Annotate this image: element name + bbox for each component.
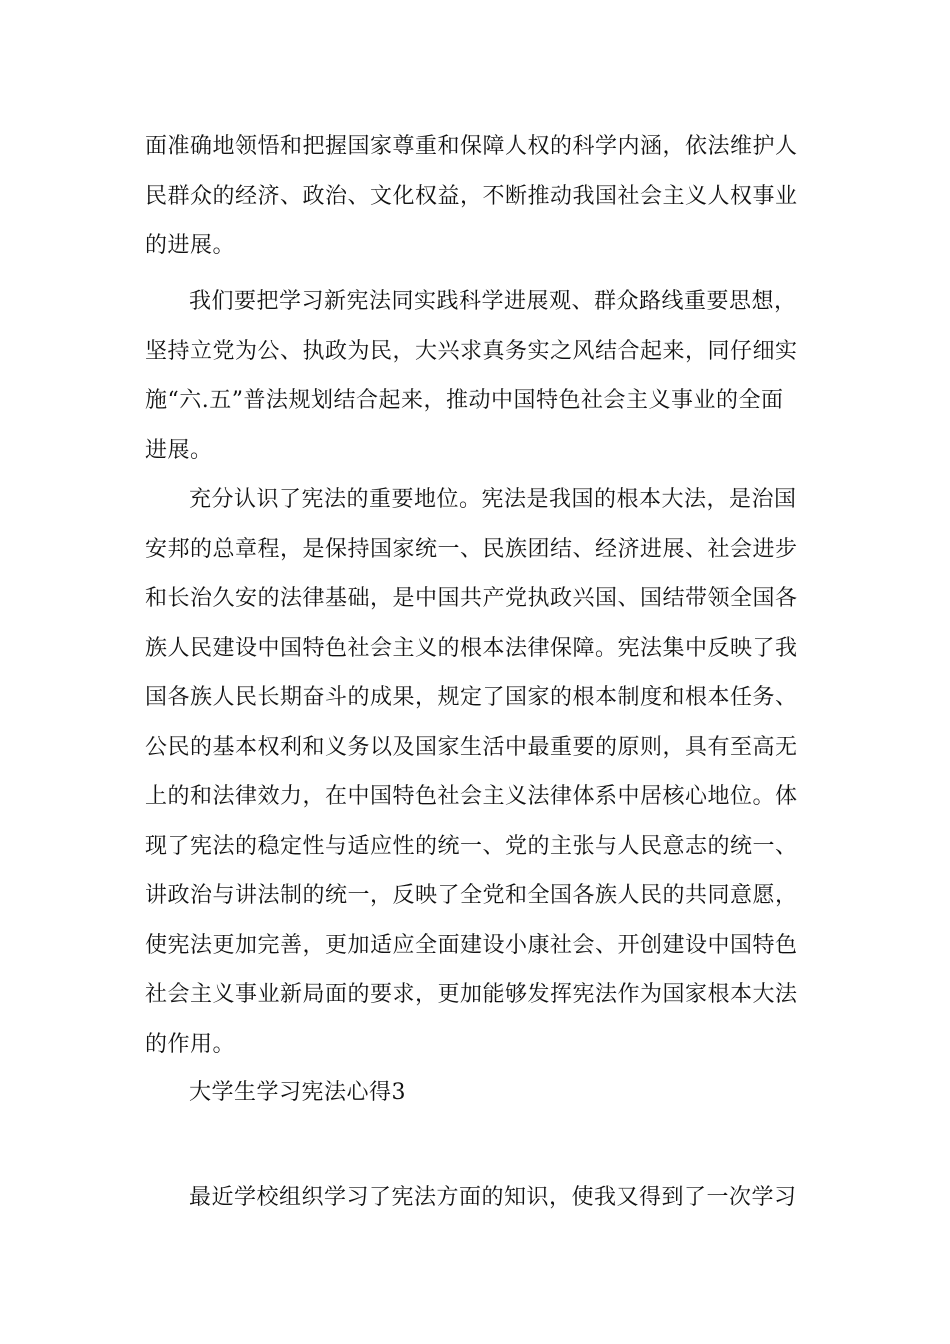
paragraph-line: 使宪法更加完善，更加适应全面建设小康社会、开创建设中国特色 xyxy=(145,932,798,958)
paragraph-line: 最近学校组织学习了宪法方面的知识，使我又得到了一次学习 xyxy=(189,1185,797,1210)
paragraph-line: 和长治久安的法律基础，是中国共产党执政兴国、国结带领全国各 xyxy=(145,586,798,611)
paragraph-line: 的进展。 xyxy=(145,233,236,258)
paragraph-line: 社会主义事业新局面的要求，更加能够发挥宪法作为国家根本大法 xyxy=(145,982,798,1007)
paragraph-recent-study xyxy=(145,1173,810,1223)
paragraph-line: 现了宪法的稳定性与适应性的统一、党的主张与人民意志的统一、 xyxy=(145,833,798,859)
paragraph-line: 安邦的总章程，是保持国家统一、民族团结、经济进展、社会进步 xyxy=(145,536,798,562)
paragraph-line: 坚持立党为公、执政为民，大兴求真务实之风结合起来，同仔细实 xyxy=(145,338,798,364)
paragraph-line: 充分认识了宪法的重要地位。宪法是我国的根本大法，是治国 xyxy=(189,487,797,512)
section-heading: 大学生学习宪法心得3 xyxy=(189,1080,406,1105)
paragraph-practice xyxy=(145,277,810,475)
paragraph-line: 公民的基本权利和义务以及国家生活中最重要的原则，具有至高无 xyxy=(145,734,798,760)
paragraph-line: 面准确地领悟和把握国家尊重和保障人权的科学内涵，依法维护人 xyxy=(145,134,798,159)
paragraph-line: 我们要把学习新宪法同实践科学进展观、群众路线重要思想， xyxy=(189,289,797,314)
paragraph-line: 的作用。 xyxy=(145,1031,236,1057)
section-heading-block xyxy=(145,1068,810,1118)
paragraph-line: 国各族人民长期奋斗的成果，规定了国家的根本制度和根本任务、 xyxy=(145,685,798,710)
paragraph-line: 上的和法律效力，在中国特色社会主义法律体系中居核心地位。体 xyxy=(145,784,798,809)
paragraph-line: 民群众的经济、政治、文化权益，不断推动我国社会主义人权事业 xyxy=(145,183,798,209)
paragraph-line: 族人民建设中国特色社会主义的根本法律保障。宪法集中反映了我 xyxy=(145,635,798,661)
paragraph-line: 施“六.五”普法规划结合起来，推动中国特色社会主义事业的全面 xyxy=(145,388,784,413)
paragraph-line: 讲政治与讲法制的统一，反映了全党和全国各族人民的共同意愿， xyxy=(145,883,798,908)
paragraph-constitution-status xyxy=(145,475,810,1069)
paragraph-line: 进展。 xyxy=(145,437,213,463)
paragraph-continuation xyxy=(145,122,810,271)
